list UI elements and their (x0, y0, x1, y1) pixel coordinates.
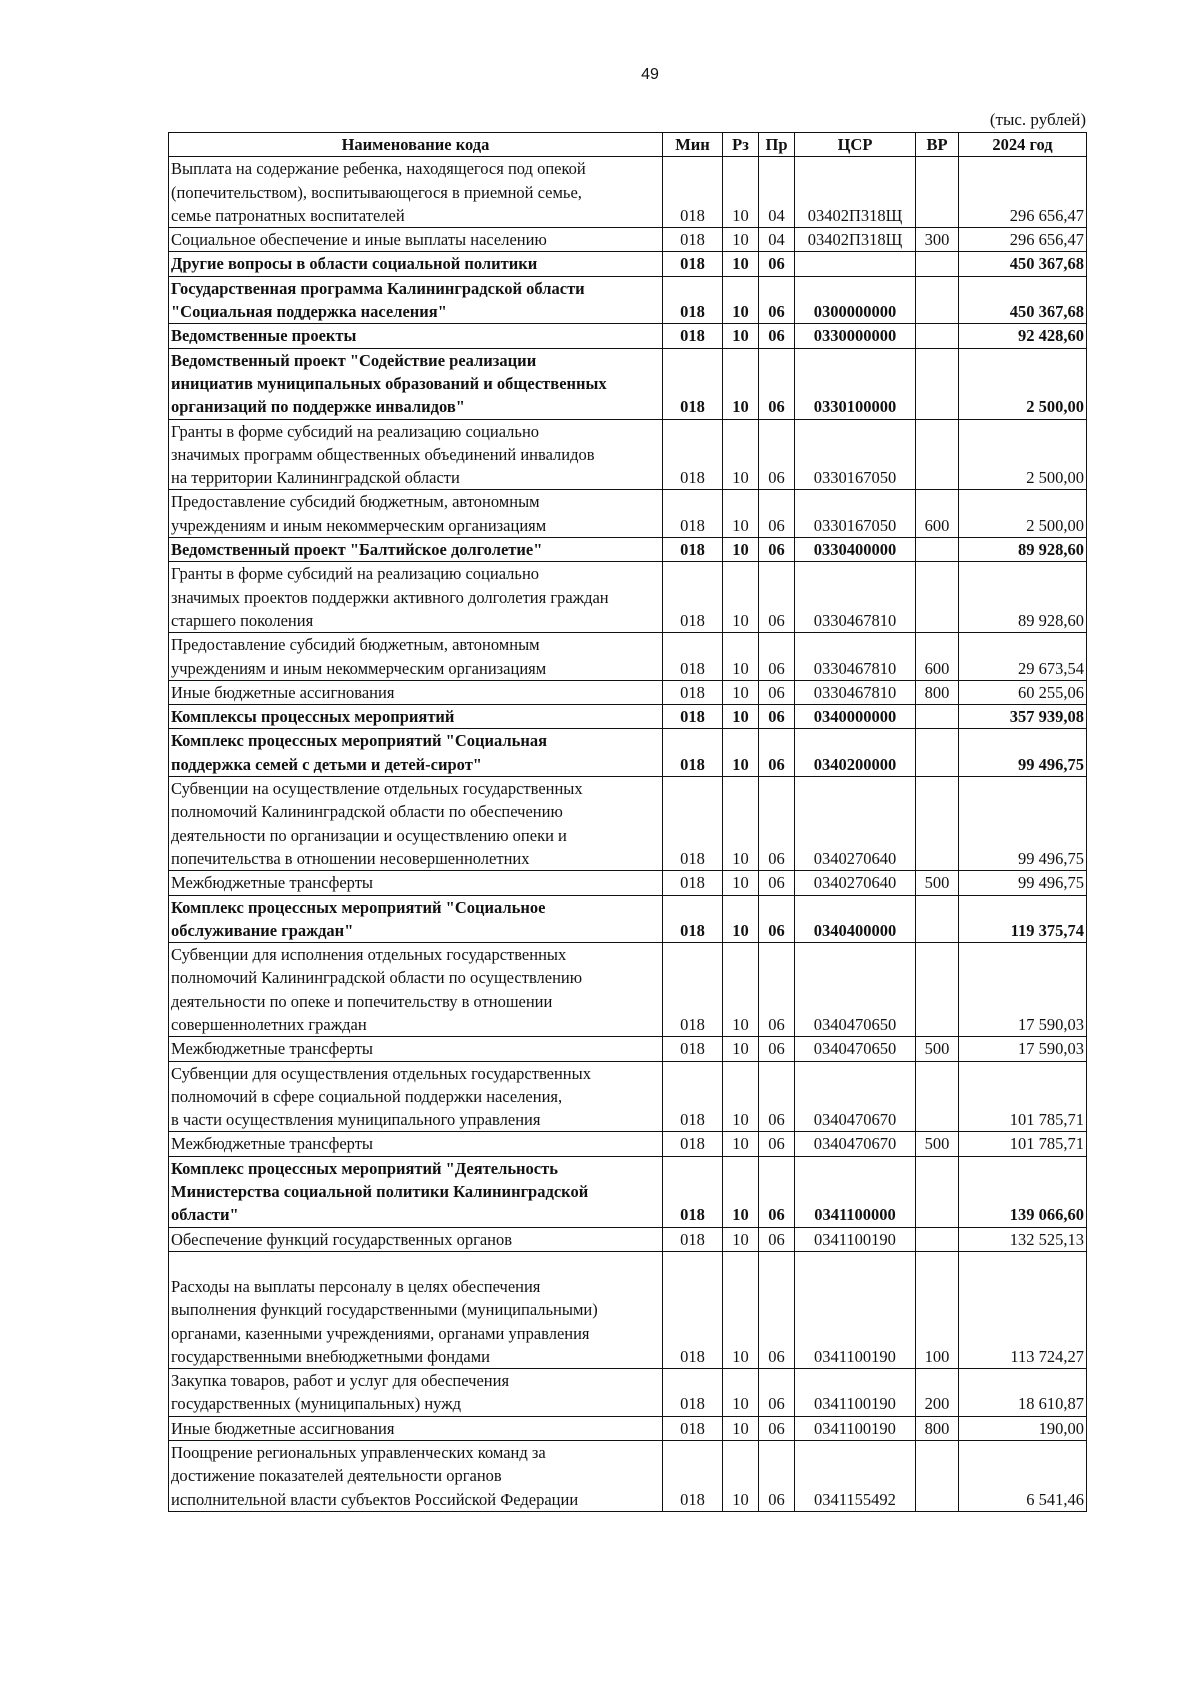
table-row (169, 562, 1087, 633)
cell-name-line: Гранты в форме субсидий на реализацию социально (171, 421, 540, 441)
cell-name-line: Субвенции на осуществление отдельных государственных (171, 779, 583, 799)
cell-rz: 10 (723, 538, 759, 562)
table-row (169, 1227, 1087, 1251)
cell-name-line: учреждениям и иным некоммерческим организациям (171, 658, 547, 678)
cell-pr: 04 (759, 157, 795, 228)
page-number: 49 (641, 66, 659, 83)
cell-min: 018 (663, 895, 723, 943)
cell-name-line: Субвенции для осуществления отдельных государственных (171, 1063, 591, 1083)
cell-name-line: в части осуществления муниципального управления (171, 1110, 541, 1130)
cell-pr: 06 (759, 1251, 795, 1368)
cell-rz: 10 (723, 705, 759, 729)
cell-rz: 10 (723, 1251, 759, 1368)
cell-name (169, 680, 663, 704)
cell-min: 018 (663, 1227, 723, 1251)
cell-amount: 296 656,47 (959, 157, 1087, 228)
cell-amount: 132 525,13 (959, 1227, 1087, 1251)
cell-rz: 10 (723, 1227, 759, 1251)
cell-vr (916, 1061, 959, 1132)
cell-csr: 0340000000 (795, 705, 916, 729)
cell-name-line: организаций по поддержке инвалидов" (171, 397, 465, 417)
cell-name-line: Иные бюджетные ассигнования (171, 682, 395, 702)
cell-csr: 0330167050 (795, 419, 916, 490)
cell-name-line: старшего поколения (171, 610, 314, 630)
cell-rz: 10 (723, 252, 759, 276)
cell-rz: 10 (723, 228, 759, 252)
table-row (169, 1061, 1087, 1132)
cell-rz: 10 (723, 943, 759, 1037)
header-amount: 2024 год (959, 133, 1087, 157)
cell-pr: 06 (759, 777, 795, 871)
cell-vr (916, 943, 959, 1037)
cell-name-line: деятельности по опеке и попечительству в отношении (171, 991, 553, 1011)
cell-name-line: государственных (муниципальных) нужд (171, 1394, 461, 1414)
cell-name-line: органами, казенными учреждениями, органами управления (171, 1323, 590, 1343)
cell-pr: 06 (759, 1132, 795, 1156)
cell-amount: 190,00 (959, 1416, 1087, 1440)
cell-name (169, 1061, 663, 1132)
cell-name-line: области" (171, 1205, 239, 1225)
cell-name-line: достижение показателей деятельности органов (171, 1466, 502, 1486)
cell-name (169, 1416, 663, 1440)
cell-name (169, 252, 663, 276)
cell-rz: 10 (723, 1132, 759, 1156)
cell-amount: 99 496,75 (959, 871, 1087, 895)
cell-name-line: полномочий Калининградской области по обеспечению (171, 802, 563, 822)
cell-amount: 99 496,75 (959, 777, 1087, 871)
cell-csr: 0300000000 (795, 276, 916, 324)
cell-name-line: государственными внебюджетными фондами (171, 1346, 491, 1366)
table-row (169, 228, 1087, 252)
cell-vr: 300 (916, 228, 959, 252)
cell-name-line: попечительства в отношении несовершеннолетних (171, 848, 530, 868)
budget-table (168, 132, 1087, 1512)
table-row (169, 157, 1087, 228)
cell-name (169, 1227, 663, 1251)
cell-name-line: обслуживание граждан" (171, 920, 354, 940)
cell-pr: 06 (759, 1227, 795, 1251)
cell-name-line: поддержка семей с детьми и детей-сирот" (171, 754, 482, 774)
cell-pr: 06 (759, 1037, 795, 1061)
table-row (169, 1441, 1087, 1512)
cell-csr: 03402П318Щ (795, 157, 916, 228)
table-row (169, 1037, 1087, 1061)
cell-pr: 06 (759, 705, 795, 729)
cell-rz: 10 (723, 348, 759, 419)
cell-csr: 0340200000 (795, 729, 916, 777)
cell-vr: 800 (916, 1416, 959, 1440)
cell-name-line: "Социальная поддержка населения" (171, 302, 447, 322)
cell-name-line: учреждениям и иным некоммерческим организациям (171, 515, 547, 535)
cell-min: 018 (663, 1132, 723, 1156)
cell-pr: 06 (759, 1061, 795, 1132)
cell-amount: 17 590,03 (959, 1037, 1087, 1061)
cell-rz: 10 (723, 419, 759, 490)
cell-min: 018 (663, 729, 723, 777)
cell-csr: 0341155492 (795, 1441, 916, 1512)
cell-min: 018 (663, 1061, 723, 1132)
cell-name-line: значимых проектов поддержки активного долголетия граждан (171, 587, 609, 607)
cell-min: 018 (663, 1416, 723, 1440)
cell-amount: 60 255,06 (959, 680, 1087, 704)
table-row (169, 777, 1087, 871)
table-row (169, 729, 1087, 777)
cell-amount: 296 656,47 (959, 228, 1087, 252)
cell-rz: 10 (723, 680, 759, 704)
cell-name (169, 348, 663, 419)
cell-name-line: семье патронатных воспитателей (171, 205, 405, 225)
cell-name-line: Ведомственные проекты (171, 326, 357, 346)
cell-name (169, 1369, 663, 1417)
cell-pr: 06 (759, 1156, 795, 1227)
cell-min: 018 (663, 538, 723, 562)
cell-csr: 0341100190 (795, 1251, 916, 1368)
cell-rz: 10 (723, 871, 759, 895)
cell-name-line: Комплекс процессных мероприятий "Социальное (171, 897, 546, 917)
cell-name (169, 1156, 663, 1227)
cell-amount: 101 785,71 (959, 1132, 1087, 1156)
cell-name-line: Межбюджетные трансферты (171, 1134, 374, 1154)
cell-name-line: Другие вопросы в области социальной политики (171, 254, 538, 274)
cell-pr: 06 (759, 252, 795, 276)
table-row (169, 1251, 1087, 1368)
cell-name-line: Комплексы процессных мероприятий (171, 707, 455, 727)
cell-amount: 113 724,27 (959, 1251, 1087, 1368)
cell-name (169, 705, 663, 729)
cell-name-line: исполнительной власти субъектов Российской Федерации (171, 1489, 579, 1509)
cell-name (169, 276, 663, 324)
cell-csr: 0330467810 (795, 633, 916, 681)
cell-name (169, 633, 663, 681)
cell-name (169, 538, 663, 562)
cell-rz: 10 (723, 1061, 759, 1132)
cell-csr: 0340270640 (795, 871, 916, 895)
cell-min: 018 (663, 252, 723, 276)
cell-name-line: Межбюджетные трансферты (171, 1039, 374, 1059)
table-row (169, 324, 1087, 348)
cell-name (169, 777, 663, 871)
cell-csr: 0340470670 (795, 1132, 916, 1156)
cell-csr: 0330100000 (795, 348, 916, 419)
cell-amount: 119 375,74 (959, 895, 1087, 943)
cell-name (169, 1037, 663, 1061)
table-row (169, 538, 1087, 562)
cell-amount: 2 500,00 (959, 348, 1087, 419)
cell-name-line: Выплата на содержание ребенка, находящегося под опекой (171, 159, 586, 179)
cell-name (169, 943, 663, 1037)
cell-min: 018 (663, 680, 723, 704)
cell-vr: 800 (916, 680, 959, 704)
cell-pr: 06 (759, 276, 795, 324)
table-row (169, 1156, 1087, 1227)
cell-amount: 99 496,75 (959, 729, 1087, 777)
cell-name-line: инициатив муниципальных образований и общественных (171, 373, 607, 393)
cell-csr: 0330000000 (795, 324, 916, 348)
cell-name (169, 490, 663, 538)
cell-amount: 17 590,03 (959, 943, 1087, 1037)
cell-name-line: Закупка товаров, работ и услуг для обеспечения (171, 1371, 510, 1391)
cell-pr: 06 (759, 871, 795, 895)
table-header-row (169, 133, 1087, 157)
cell-rz: 10 (723, 777, 759, 871)
cell-pr: 06 (759, 1441, 795, 1512)
cell-vr (916, 157, 959, 228)
cell-vr (916, 1441, 959, 1512)
cell-min: 018 (663, 348, 723, 419)
table-row (169, 633, 1087, 681)
cell-rz: 10 (723, 324, 759, 348)
table-row (169, 871, 1087, 895)
cell-name-line: Ведомственный проект "Балтийское долголетие" (171, 540, 543, 560)
cell-vr (916, 729, 959, 777)
cell-name-line: значимых программ общественных объединений инвалидов (171, 444, 595, 464)
cell-csr: 0330467810 (795, 680, 916, 704)
cell-pr: 06 (759, 419, 795, 490)
cell-name-line: Расходы на выплаты персоналу в целях обеспечения (171, 1276, 541, 1296)
table-row (169, 680, 1087, 704)
cell-vr: 500 (916, 1037, 959, 1061)
cell-name-line: Гранты в форме субсидий на реализацию социально (171, 564, 540, 584)
cell-vr: 200 (916, 1369, 959, 1417)
cell-name-line: Комплекс процессных мероприятий "Социальная (171, 731, 548, 751)
cell-csr: 0340470670 (795, 1061, 916, 1132)
cell-csr: 0330467810 (795, 562, 916, 633)
cell-name-line: Предоставление субсидий бюджетным, автономным (171, 635, 540, 655)
cell-vr (916, 324, 959, 348)
cell-name-line: на территории Калининградской области (171, 468, 460, 488)
table-body (169, 157, 1087, 1512)
table-row (169, 419, 1087, 490)
header-csr: ЦСР (795, 133, 916, 157)
cell-name (169, 1441, 663, 1512)
cell-pr: 06 (759, 562, 795, 633)
cell-csr: 0340470650 (795, 943, 916, 1037)
cell-min: 018 (663, 777, 723, 871)
cell-min: 018 (663, 157, 723, 228)
cell-name (169, 871, 663, 895)
header-min: Мин (663, 133, 723, 157)
cell-vr (916, 348, 959, 419)
cell-min: 018 (663, 276, 723, 324)
cell-min: 018 (663, 633, 723, 681)
cell-name-line: Комплекс процессных мероприятий "Деятельность (171, 1158, 558, 1178)
cell-name-line: Субвенции для исполнения отдельных государственных (171, 945, 567, 965)
cell-amount: 357 939,08 (959, 705, 1087, 729)
cell-vr (916, 419, 959, 490)
cell-min: 018 (663, 1441, 723, 1512)
header-name: Наименование кода (169, 133, 663, 157)
cell-name (169, 729, 663, 777)
cell-vr (916, 1227, 959, 1251)
cell-vr (916, 895, 959, 943)
cell-min: 018 (663, 228, 723, 252)
cell-rz: 10 (723, 1156, 759, 1227)
cell-pr: 06 (759, 729, 795, 777)
cell-name-line: Обеспечение функций государственных органов (171, 1229, 513, 1249)
cell-amount: 2 500,00 (959, 490, 1087, 538)
cell-vr: 500 (916, 1132, 959, 1156)
cell-vr (916, 705, 959, 729)
cell-name-line: Иные бюджетные ассигнования (171, 1418, 395, 1438)
cell-vr (916, 777, 959, 871)
cell-name-line: полномочий в сфере социальной поддержки населения, (171, 1086, 563, 1106)
cell-amount: 89 928,60 (959, 538, 1087, 562)
cell-pr: 06 (759, 324, 795, 348)
cell-rz: 10 (723, 562, 759, 633)
units-label: (тыс. рублей) (989, 110, 1086, 129)
cell-pr: 06 (759, 490, 795, 538)
cell-rz: 10 (723, 157, 759, 228)
cell-pr: 06 (759, 1369, 795, 1417)
cell-name-line: Межбюджетные трансферты (171, 873, 374, 893)
cell-rz: 10 (723, 1416, 759, 1440)
cell-rz: 10 (723, 633, 759, 681)
table-row (169, 705, 1087, 729)
table-row (169, 943, 1087, 1037)
cell-amount: 450 367,68 (959, 252, 1087, 276)
cell-vr (916, 252, 959, 276)
cell-amount: 139 066,60 (959, 1156, 1087, 1227)
cell-vr: 500 (916, 871, 959, 895)
cell-amount: 6 541,46 (959, 1441, 1087, 1512)
cell-vr: 100 (916, 1251, 959, 1368)
cell-name (169, 562, 663, 633)
cell-min: 018 (663, 943, 723, 1037)
cell-amount: 450 367,68 (959, 276, 1087, 324)
cell-name-line: деятельности по организации и осуществлению опеки и (171, 825, 567, 845)
cell-name-line: Предоставление субсидий бюджетным, автономным (171, 492, 540, 512)
cell-amount: 92 428,60 (959, 324, 1087, 348)
cell-name-line: (попечительством), воспитывающегося в приемной семье, (171, 182, 582, 202)
cell-name (169, 1132, 663, 1156)
table-row (169, 276, 1087, 324)
table-row (169, 1416, 1087, 1440)
cell-name (169, 895, 663, 943)
cell-amount: 29 673,54 (959, 633, 1087, 681)
cell-pr: 06 (759, 895, 795, 943)
cell-pr: 06 (759, 348, 795, 419)
cell-pr: 06 (759, 1416, 795, 1440)
cell-name-line: Социальное обеспечение и иные выплаты населению (171, 230, 547, 250)
cell-csr: 03402П318Щ (795, 228, 916, 252)
table-row (169, 348, 1087, 419)
cell-name (169, 324, 663, 348)
cell-csr: 0341100000 (795, 1156, 916, 1227)
cell-pr: 04 (759, 228, 795, 252)
cell-pr: 06 (759, 633, 795, 681)
cell-min: 018 (663, 490, 723, 538)
cell-csr: 0330167050 (795, 490, 916, 538)
cell-vr (916, 1156, 959, 1227)
table-row (169, 1369, 1087, 1417)
cell-vr (916, 562, 959, 633)
cell-csr: 0340470650 (795, 1037, 916, 1061)
cell-min: 018 (663, 419, 723, 490)
cell-name-line: полномочий Калининградской области по осуществлению (171, 968, 583, 988)
cell-rz: 10 (723, 1369, 759, 1417)
header-vr: ВР (916, 133, 959, 157)
cell-min: 018 (663, 705, 723, 729)
cell-amount: 18 610,87 (959, 1369, 1087, 1417)
cell-vr: 600 (916, 633, 959, 681)
cell-name (169, 157, 663, 228)
cell-min: 018 (663, 1156, 723, 1227)
table-row (169, 1132, 1087, 1156)
table-row (169, 252, 1087, 276)
cell-name-line: Государственная программа Калининградской области (171, 278, 585, 298)
cell-name-line: Поощрение региональных управленческих команд за (171, 1443, 546, 1463)
table-row (169, 490, 1087, 538)
cell-csr: 0340400000 (795, 895, 916, 943)
header-rz: Рз (723, 133, 759, 157)
cell-csr (795, 252, 916, 276)
cell-rz: 10 (723, 1441, 759, 1512)
cell-min: 018 (663, 1369, 723, 1417)
cell-amount: 2 500,00 (959, 419, 1087, 490)
cell-csr: 0341100190 (795, 1369, 916, 1417)
cell-vr (916, 538, 959, 562)
cell-pr: 06 (759, 943, 795, 1037)
cell-csr: 0330400000 (795, 538, 916, 562)
cell-name-line: совершеннолетних граждан (171, 1014, 367, 1034)
cell-amount: 89 928,60 (959, 562, 1087, 633)
cell-name-line: Министерства социальной политики Калининградской (171, 1182, 589, 1202)
cell-name-line: Ведомственный проект "Содействие реализации (171, 350, 537, 370)
cell-pr: 06 (759, 680, 795, 704)
header-pr: Пр (759, 133, 795, 157)
cell-amount: 101 785,71 (959, 1061, 1087, 1132)
cell-min: 018 (663, 324, 723, 348)
cell-rz: 10 (723, 1037, 759, 1061)
cell-min: 018 (663, 562, 723, 633)
cell-min: 018 (663, 871, 723, 895)
cell-vr: 600 (916, 490, 959, 538)
cell-csr: 0341100190 (795, 1416, 916, 1440)
cell-pr: 06 (759, 538, 795, 562)
cell-name-line: выполнения функций государственными (муниципальными) (171, 1300, 598, 1320)
cell-name (169, 419, 663, 490)
cell-csr: 0341100190 (795, 1227, 916, 1251)
cell-rz: 10 (723, 276, 759, 324)
table-row (169, 895, 1087, 943)
cell-rz: 10 (723, 895, 759, 943)
cell-min: 018 (663, 1037, 723, 1061)
cell-vr (916, 276, 959, 324)
cell-name (169, 228, 663, 252)
cell-csr: 0340270640 (795, 777, 916, 871)
cell-rz: 10 (723, 729, 759, 777)
cell-min: 018 (663, 1251, 723, 1368)
cell-name (169, 1251, 663, 1368)
cell-rz: 10 (723, 490, 759, 538)
